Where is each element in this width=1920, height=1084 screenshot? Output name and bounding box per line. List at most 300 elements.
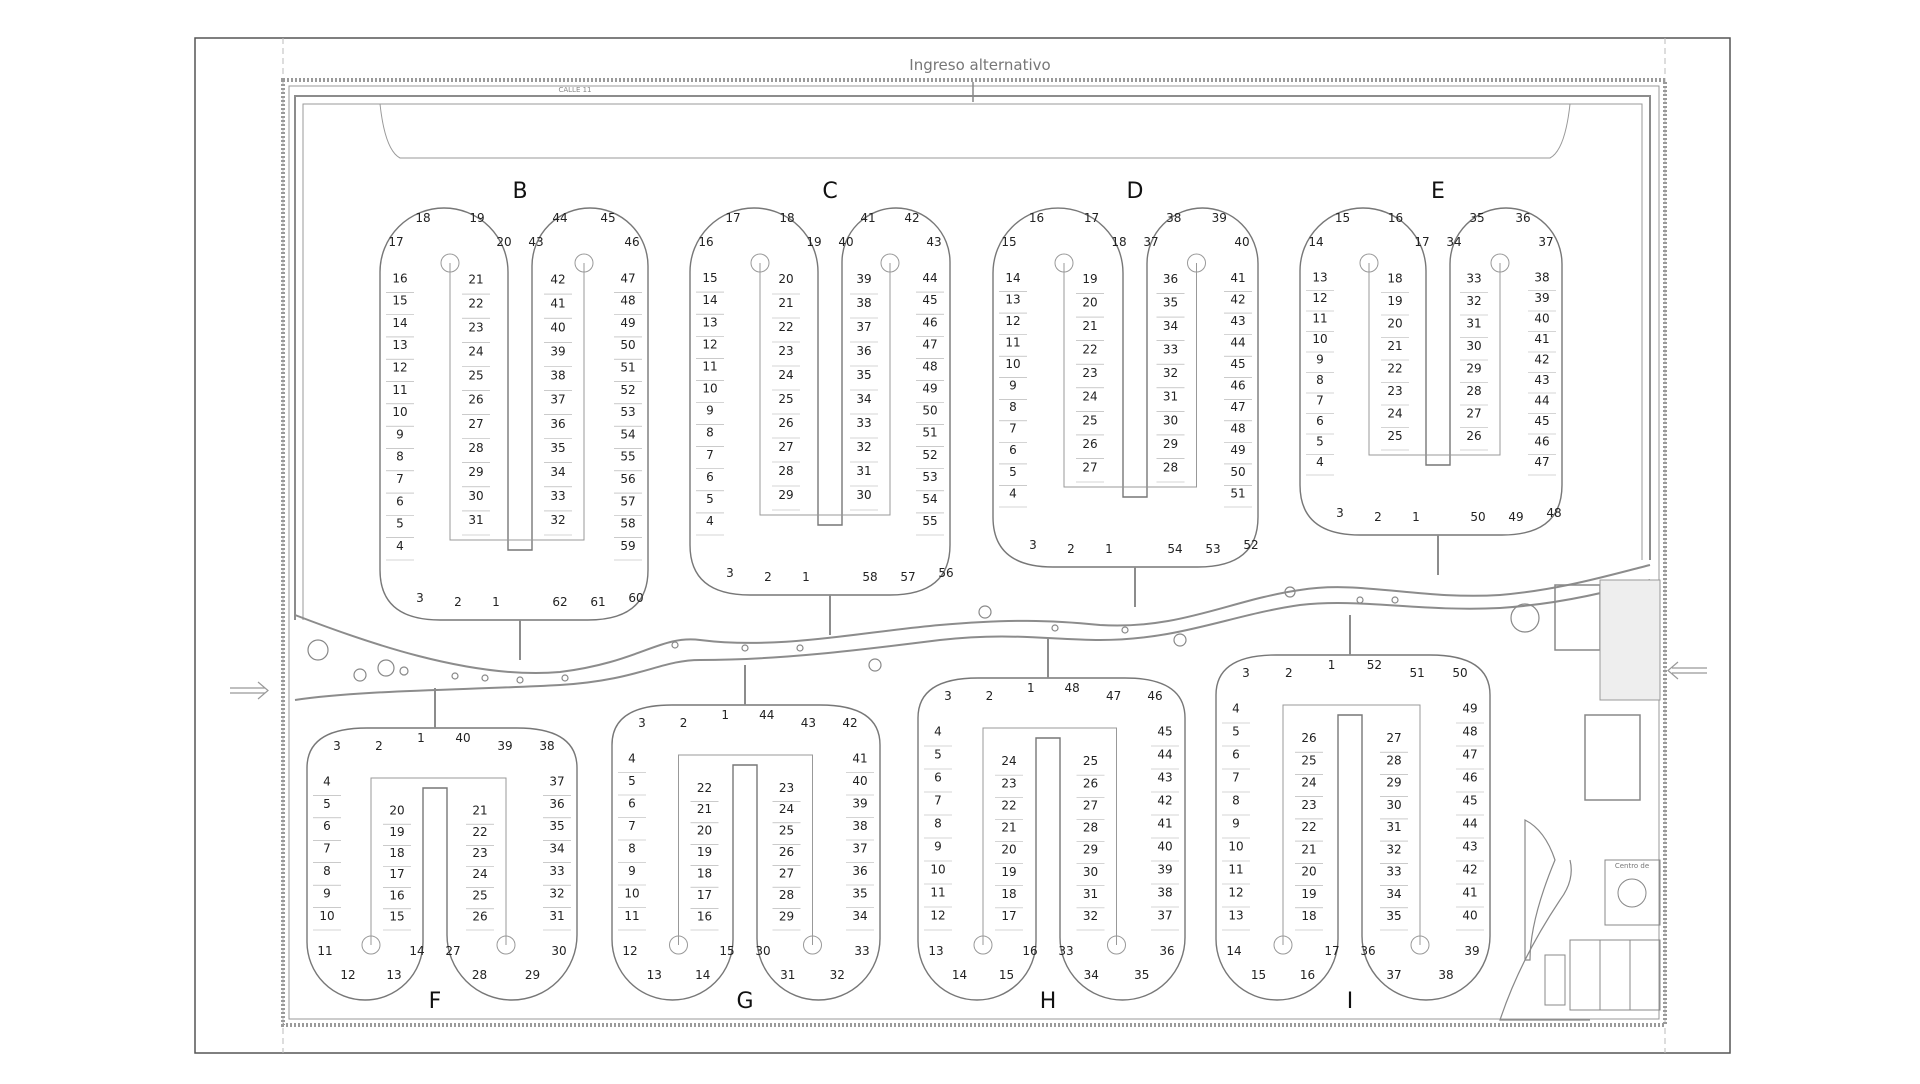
lot[interactable]: 46 <box>624 235 640 249</box>
lot[interactable]: 25 <box>778 392 794 407</box>
lot[interactable]: 37 <box>1538 235 1554 249</box>
lot[interactable]: 30 <box>755 944 771 958</box>
lot[interactable]: 33 <box>549 864 565 879</box>
lot[interactable]: 45 <box>1230 357 1246 372</box>
lot[interactable]: 25 <box>1082 754 1099 769</box>
lot[interactable]: 3 <box>1029 538 1037 552</box>
lot[interactable]: 5 <box>934 747 942 762</box>
lot[interactable]: 27 <box>778 440 794 455</box>
lot[interactable]: 9 <box>706 403 714 418</box>
lot[interactable]: 59 <box>620 538 636 553</box>
lot[interactable]: 20 <box>1082 295 1098 310</box>
lot[interactable]: 10 <box>1228 839 1244 854</box>
lot[interactable]: 40 <box>1234 235 1250 249</box>
lot[interactable]: 45 <box>922 293 938 308</box>
lot[interactable]: 15 <box>719 944 735 958</box>
lot[interactable]: 32 <box>1082 909 1099 924</box>
lot[interactable]: 38 <box>1534 270 1550 285</box>
lot[interactable]: 28 <box>471 968 488 983</box>
lot[interactable]: 33 <box>1058 944 1074 958</box>
lot[interactable]: 35 <box>1469 210 1485 225</box>
lot[interactable]: 25 <box>1301 753 1317 768</box>
lot[interactable]: 36 <box>1162 271 1179 286</box>
lot[interactable]: 27 <box>1082 798 1099 813</box>
lot[interactable]: 13 <box>392 338 408 353</box>
lot[interactable]: 20 <box>778 272 794 287</box>
lot[interactable]: 36 <box>1360 944 1376 958</box>
lot[interactable]: 48 <box>1230 421 1246 436</box>
lot[interactable]: 10 <box>1005 357 1021 372</box>
lot[interactable]: 2 <box>679 716 688 730</box>
lot[interactable]: 31 <box>1466 316 1482 331</box>
lot[interactable]: 19 <box>1082 271 1098 286</box>
lot[interactable]: 52 <box>620 382 636 397</box>
lot[interactable]: 11 <box>1312 311 1328 326</box>
lot[interactable]: 51 <box>922 425 938 440</box>
lot[interactable]: 23 <box>1082 366 1098 381</box>
lot[interactable]: 42 <box>904 210 920 225</box>
lot[interactable]: 7 <box>1009 421 1017 436</box>
lot[interactable]: 40 <box>852 773 868 788</box>
lot[interactable]: 9 <box>934 839 942 854</box>
lot[interactable]: 2 <box>375 739 383 753</box>
lot[interactable]: 22 <box>472 824 488 839</box>
lot[interactable]: 14 <box>695 968 711 983</box>
lot[interactable]: 13 <box>1312 270 1328 285</box>
lot[interactable]: 44 <box>552 210 568 225</box>
lot[interactable]: 56 <box>620 472 636 487</box>
lot[interactable]: 48 <box>620 293 636 308</box>
lot[interactable]: 24 <box>778 368 794 383</box>
lot[interactable]: 26 <box>468 392 484 407</box>
lot[interactable]: 18 <box>1111 235 1127 249</box>
lot[interactable]: 39 <box>1534 290 1550 305</box>
lot[interactable]: 32 <box>829 968 845 983</box>
lot[interactable]: 35 <box>856 368 872 383</box>
lot[interactable]: 26 <box>1301 731 1317 746</box>
lot[interactable]: 28 <box>778 464 794 479</box>
lot[interactable]: 8 <box>628 841 636 856</box>
lot[interactable]: 60 <box>628 591 644 605</box>
lot[interactable]: 2 <box>764 570 772 584</box>
lot[interactable]: 6 <box>323 819 331 834</box>
lot[interactable]: 42 <box>1157 793 1173 808</box>
lot[interactable]: 21 <box>1387 338 1403 353</box>
lot[interactable]: 24 <box>1082 389 1098 404</box>
lot[interactable]: 3 <box>333 739 341 753</box>
lot[interactable]: 11 <box>624 908 640 923</box>
lot[interactable]: 29 <box>778 488 794 503</box>
lot[interactable]: 44 <box>1534 393 1550 408</box>
lot[interactable]: 28 <box>1162 460 1179 475</box>
lot[interactable]: 5 <box>1316 434 1324 449</box>
lot[interactable]: 17 <box>1414 235 1430 249</box>
lot[interactable]: 17 <box>1324 944 1340 958</box>
lot[interactable]: 9 <box>1009 378 1017 393</box>
lot[interactable]: 43 <box>1230 313 1246 328</box>
lot[interactable]: 2 <box>1067 542 1075 556</box>
lot[interactable]: 25 <box>778 823 795 838</box>
lot[interactable]: 17 <box>696 887 713 902</box>
lot[interactable]: 34 <box>856 392 872 407</box>
lot[interactable]: 38 <box>1157 885 1173 900</box>
lot[interactable]: 34 <box>852 908 868 923</box>
lot[interactable]: 21 <box>468 272 484 287</box>
lot[interactable]: 41 <box>860 210 876 225</box>
lot[interactable]: 12 <box>340 968 356 983</box>
lot[interactable]: 41 <box>1462 885 1478 900</box>
lot[interactable]: 16 <box>1022 944 1038 958</box>
lot[interactable]: 19 <box>469 210 485 225</box>
lot[interactable]: 29 <box>1162 436 1179 451</box>
lot[interactable]: 47 <box>1462 747 1478 762</box>
lot[interactable]: 36 <box>852 863 868 878</box>
lot[interactable]: 29 <box>1466 361 1482 376</box>
lot[interactable]: 51 <box>1230 486 1246 501</box>
lot[interactable]: 10 <box>930 862 946 877</box>
lot[interactable]: 26 <box>1466 428 1482 443</box>
lot[interactable]: 30 <box>1466 338 1482 353</box>
lot[interactable]: 30 <box>1082 864 1099 879</box>
lot[interactable]: 45 <box>1534 413 1550 428</box>
lot[interactable]: 1 <box>417 731 425 745</box>
lot[interactable]: 31 <box>1386 820 1402 835</box>
lot[interactable]: 19 <box>1387 293 1403 308</box>
lot[interactable]: 56 <box>938 566 954 580</box>
lot[interactable]: 15 <box>1001 235 1017 249</box>
lot[interactable]: 20 <box>389 803 405 818</box>
lot[interactable]: 21 <box>696 802 713 817</box>
lot[interactable]: 41 <box>1534 331 1550 346</box>
lot[interactable]: 20 <box>1301 864 1317 879</box>
lot[interactable]: 26 <box>1082 776 1099 791</box>
lot[interactable]: 49 <box>1508 510 1524 524</box>
lot[interactable]: 14 <box>409 944 425 958</box>
lot[interactable]: 17 <box>388 235 404 249</box>
lot[interactable]: 52 <box>922 447 938 462</box>
lot[interactable]: 16 <box>1028 210 1045 225</box>
lot[interactable]: 53 <box>922 469 938 484</box>
lot[interactable]: 42 <box>1462 862 1478 877</box>
lot[interactable]: 50 <box>1230 464 1246 479</box>
lot[interactable]: 31 <box>1082 886 1099 901</box>
lot[interactable]: 26 <box>472 909 488 924</box>
lot[interactable]: 51 <box>620 360 636 375</box>
lot[interactable]: 45 <box>1462 793 1478 808</box>
lot[interactable]: 15 <box>389 909 405 924</box>
lot[interactable]: 8 <box>1009 400 1017 415</box>
lot[interactable]: 36 <box>550 416 566 431</box>
lot[interactable]: 30 <box>1386 797 1402 812</box>
lot[interactable]: 40 <box>838 235 854 249</box>
lot[interactable]: 54 <box>1167 542 1183 556</box>
lot[interactable]: 26 <box>778 416 794 431</box>
lot[interactable]: 34 <box>1446 235 1462 249</box>
lot[interactable]: 47 <box>1534 454 1550 469</box>
lot[interactable]: 25 <box>472 888 488 903</box>
lot[interactable]: 17 <box>1083 210 1100 225</box>
lot[interactable]: 4 <box>628 751 636 766</box>
lot[interactable]: 34 <box>1083 968 1099 983</box>
lot[interactable]: 9 <box>396 427 404 442</box>
lot[interactable]: 42 <box>1534 352 1550 367</box>
lot[interactable]: 38 <box>852 818 868 833</box>
lot[interactable]: 58 <box>862 570 878 584</box>
lot[interactable]: 18 <box>1387 271 1403 286</box>
lot[interactable]: 21 <box>1001 820 1017 835</box>
lot[interactable]: 55 <box>620 449 636 464</box>
lot[interactable]: 46 <box>922 315 938 330</box>
lot[interactable]: 7 <box>396 472 404 487</box>
lot[interactable]: 23 <box>1387 383 1403 398</box>
lot[interactable]: 8 <box>1232 793 1240 808</box>
lot[interactable]: 54 <box>620 427 636 442</box>
lot[interactable]: 43 <box>1462 839 1478 854</box>
lot[interactable]: 18 <box>1001 886 1017 901</box>
lot[interactable]: 15 <box>702 271 718 286</box>
lot[interactable]: 37 <box>550 392 566 407</box>
lot[interactable]: 52 <box>1243 538 1259 552</box>
lot[interactable]: 7 <box>706 447 714 462</box>
lot[interactable]: 5 <box>706 491 714 506</box>
lot[interactable]: 58 <box>620 516 636 531</box>
lot[interactable]: 23 <box>778 344 794 359</box>
lot[interactable]: 34 <box>1162 319 1179 334</box>
lot[interactable]: 40 <box>1462 908 1478 923</box>
lot[interactable]: 17 <box>389 867 405 882</box>
lot[interactable]: 4 <box>323 774 331 789</box>
lot[interactable]: 3 <box>944 689 952 703</box>
lot[interactable]: 40 <box>1534 311 1550 326</box>
lot[interactable]: 27 <box>1082 460 1098 475</box>
lot[interactable]: 28 <box>1386 753 1402 768</box>
lot[interactable]: 8 <box>706 425 714 440</box>
lot[interactable]: 17 <box>1001 909 1017 924</box>
lot[interactable]: 3 <box>726 566 734 580</box>
lot[interactable]: 35 <box>852 886 868 901</box>
lot[interactable]: 9 <box>323 886 331 901</box>
lot[interactable]: 8 <box>323 864 331 879</box>
lot[interactable]: 11 <box>1005 335 1021 350</box>
lot[interactable]: 1 <box>1026 681 1035 695</box>
lot[interactable]: 2 <box>1284 666 1293 680</box>
lot[interactable]: 30 <box>551 944 567 958</box>
lot[interactable]: 37 <box>1157 908 1173 923</box>
lot[interactable]: 4 <box>706 514 714 529</box>
lot[interactable]: 28 <box>1082 820 1099 835</box>
lot[interactable]: 31 <box>549 908 565 923</box>
lot[interactable]: 48 <box>1064 681 1080 695</box>
lot[interactable]: 48 <box>922 359 938 374</box>
lot[interactable]: 28 <box>468 440 484 455</box>
lot[interactable]: 11 <box>392 382 408 397</box>
lot[interactable]: 6 <box>934 770 942 785</box>
lot[interactable]: 16 <box>698 235 714 249</box>
lot[interactable]: 10 <box>624 886 640 901</box>
lot[interactable]: 19 <box>389 824 405 839</box>
lot[interactable]: 1 <box>492 595 500 609</box>
lot[interactable]: 10 <box>702 381 718 396</box>
lot[interactable]: 41 <box>1230 270 1246 285</box>
lot[interactable]: 62 <box>552 595 568 609</box>
lot[interactable]: 43 <box>528 235 544 249</box>
lot[interactable]: 17 <box>725 210 741 225</box>
lot[interactable]: 22 <box>1082 342 1098 357</box>
lot[interactable]: 46 <box>1230 378 1246 393</box>
lot[interactable]: 42 <box>550 272 566 287</box>
lot[interactable]: 9 <box>1316 352 1324 367</box>
lot[interactable]: 14 <box>1308 235 1324 249</box>
lot[interactable]: 33 <box>1466 271 1482 286</box>
lot[interactable]: 1 <box>1105 542 1113 556</box>
lot[interactable]: 12 <box>1228 885 1244 900</box>
lot[interactable]: 40 <box>550 320 566 335</box>
lot[interactable]: 49 <box>1230 443 1246 458</box>
lot[interactable]: 37 <box>1386 968 1402 983</box>
lot[interactable]: 24 <box>1387 406 1403 421</box>
lot[interactable]: 12 <box>622 944 638 958</box>
lot[interactable]: 36 <box>1159 944 1175 958</box>
lot[interactable]: 14 <box>1005 270 1021 285</box>
lot[interactable]: 57 <box>900 570 916 584</box>
lot[interactable]: 44 <box>922 271 938 286</box>
lot[interactable]: 3 <box>638 716 646 730</box>
lot[interactable]: 3 <box>1242 666 1250 680</box>
lot[interactable]: 13 <box>1228 908 1244 923</box>
lot[interactable]: 8 <box>1316 372 1324 387</box>
lot[interactable]: 11 <box>702 359 718 374</box>
lot[interactable]: 2 <box>1374 510 1382 524</box>
lot[interactable]: 29 <box>1082 842 1099 857</box>
lot[interactable]: 31 <box>780 968 796 983</box>
lot[interactable]: 39 <box>852 796 868 811</box>
lot[interactable]: 5 <box>323 796 331 811</box>
lot[interactable]: 41 <box>852 751 868 766</box>
lot[interactable]: 18 <box>779 210 795 225</box>
lot[interactable]: 39 <box>497 739 513 753</box>
lot[interactable]: 32 <box>856 440 872 455</box>
lot[interactable]: 19 <box>806 235 822 249</box>
lot[interactable]: 19 <box>1001 864 1017 879</box>
lot[interactable]: 43 <box>1534 372 1550 387</box>
lot[interactable]: 34 <box>549 841 565 856</box>
lot[interactable]: 32 <box>549 886 565 901</box>
lot[interactable]: 45 <box>600 210 616 225</box>
lot[interactable]: 3 <box>416 591 424 605</box>
lot[interactable]: 36 <box>856 344 872 359</box>
lot[interactable]: 44 <box>1157 747 1173 762</box>
lot[interactable]: 28 <box>778 887 795 902</box>
lot[interactable]: 50 <box>922 403 938 418</box>
lot[interactable]: 47 <box>1230 400 1246 415</box>
lot[interactable]: 40 <box>1157 839 1173 854</box>
lot[interactable]: 44 <box>759 708 775 722</box>
lot[interactable]: 49 <box>1462 701 1478 716</box>
lot[interactable]: 48 <box>1462 724 1478 739</box>
lot[interactable]: 35 <box>549 819 565 834</box>
lot[interactable]: 6 <box>1232 747 1240 762</box>
lot[interactable]: 18 <box>389 845 405 860</box>
lot[interactable]: 27 <box>778 866 795 881</box>
lot[interactable]: 11 <box>317 944 333 958</box>
lot[interactable]: 31 <box>468 513 484 528</box>
lot[interactable]: 5 <box>1232 724 1240 739</box>
lot[interactable]: 18 <box>696 866 713 881</box>
lot[interactable]: 33 <box>854 944 870 958</box>
lot[interactable]: 21 <box>1082 319 1098 334</box>
lot[interactable]: 29 <box>1386 775 1402 790</box>
lot[interactable]: 16 <box>389 888 405 903</box>
lot[interactable]: 30 <box>1162 413 1179 428</box>
lot[interactable]: 4 <box>934 724 942 739</box>
lot[interactable]: 25 <box>1387 428 1403 443</box>
lot[interactable]: 40 <box>455 731 471 745</box>
lot[interactable]: 24 <box>472 867 488 882</box>
lot[interactable]: 33 <box>550 489 566 504</box>
lot[interactable]: 57 <box>620 494 636 509</box>
lot[interactable]: 15 <box>998 968 1015 983</box>
lot[interactable]: 37 <box>1143 235 1159 249</box>
lot[interactable]: 18 <box>415 210 431 225</box>
lot[interactable]: 28 <box>1466 383 1482 398</box>
lot[interactable]: 41 <box>550 296 566 311</box>
lot[interactable]: 20 <box>1387 316 1403 331</box>
lot[interactable]: 38 <box>1166 210 1182 225</box>
lot[interactable]: 14 <box>702 293 718 308</box>
lot[interactable]: 35 <box>550 440 566 455</box>
lot[interactable]: 27 <box>468 416 484 431</box>
lot[interactable]: 33 <box>1162 342 1179 357</box>
lot[interactable]: 43 <box>1157 770 1173 785</box>
lot[interactable]: 11 <box>1228 862 1244 877</box>
lot[interactable]: 50 <box>620 338 636 353</box>
lot[interactable]: 46 <box>1534 434 1550 449</box>
lot[interactable]: 37 <box>549 774 565 789</box>
lot[interactable]: 41 <box>1157 816 1173 831</box>
lot[interactable]: 47 <box>922 337 938 352</box>
lot[interactable]: 37 <box>856 320 872 335</box>
lot[interactable]: 12 <box>930 908 946 923</box>
lot[interactable]: 46 <box>1462 770 1478 785</box>
lot[interactable]: 14 <box>392 315 408 330</box>
lot[interactable]: 25 <box>1082 413 1098 428</box>
lot[interactable]: 16 <box>392 271 408 286</box>
lot[interactable]: 38 <box>1438 968 1454 983</box>
lot[interactable]: 22 <box>1301 820 1317 835</box>
lot[interactable]: 5 <box>1009 464 1017 479</box>
lot[interactable]: 1 <box>1412 510 1420 524</box>
lot[interactable]: 30 <box>856 488 872 503</box>
lot[interactable]: 46 <box>1147 689 1163 703</box>
lot[interactable]: 29 <box>468 464 484 479</box>
lot[interactable]: 35 <box>1386 909 1402 923</box>
lot[interactable]: 61 <box>590 595 606 609</box>
lot[interactable]: 15 <box>1250 968 1267 983</box>
lot[interactable]: 48 <box>1546 506 1562 520</box>
lot[interactable]: 6 <box>1316 413 1324 428</box>
lot[interactable]: 4 <box>1316 454 1324 469</box>
lot[interactable]: 19 <box>696 845 713 860</box>
lot[interactable]: 37 <box>852 841 868 856</box>
lot[interactable]: 16 <box>1387 210 1404 225</box>
lot[interactable]: 47 <box>1105 689 1122 703</box>
lot[interactable]: 32 <box>1466 293 1482 308</box>
lot[interactable]: 27 <box>1466 406 1482 421</box>
lot[interactable]: 54 <box>922 491 938 506</box>
lot[interactable]: 42 <box>842 716 858 730</box>
lot[interactable]: 4 <box>1232 701 1240 716</box>
lot[interactable]: 7 <box>1232 770 1240 785</box>
